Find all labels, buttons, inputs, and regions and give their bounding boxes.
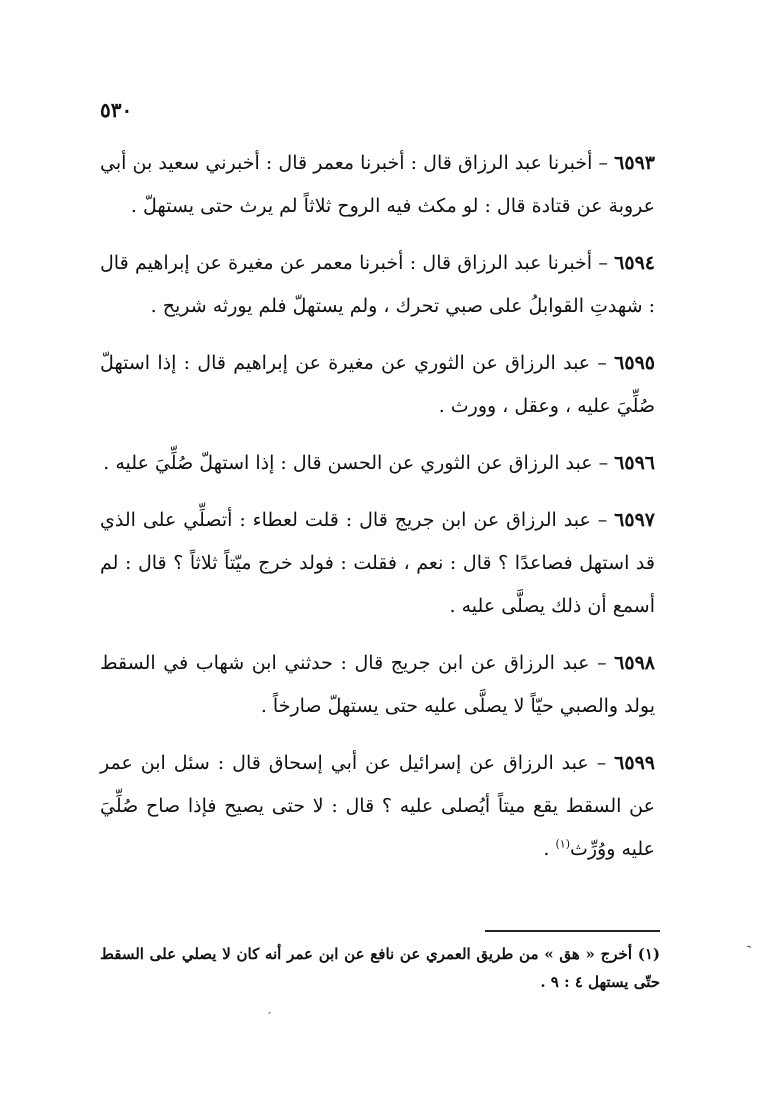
entry-text: – أخبرنا عبد الرزاق قال : أخبرنا معمر عن مغيرة عن إبراهيم قال : شهدتِ القوابلُ على صبي تحرك ، ولم يستهلّ فلم يورثه شريح .: [100, 252, 655, 317]
hadith-entry-6598: [100, 642, 655, 728]
entry-number: ٦٥٩٦: [614, 452, 655, 474]
scan-mark: ˏ: [266, 1000, 272, 1014]
entry-text: – عبد الرزاق عن ابن جريج قال : قلت لعطاء : أتصلِّي على الذي قد استهل فصاعدًا ؟ قال : نعم ، فقلت : فولد خرج ميّتاً ثلاثاً ؟ قال : لم أسمع أن ذلك يصلَّى عليه .: [100, 509, 655, 617]
entry-text: – عبد الرزاق عن ابن جريج قال : حدثني ابن شهاب في السقط يولد والصبي حيّاً لا يصلَّى عليه حتى يستهلّ صارخاً .: [100, 652, 655, 717]
entry-text: – عبد الرزاق عن الثوري عن الحسن قال : إذا استهلّ صُلِّيَ عليه .: [103, 452, 609, 474]
footnote-reference: (١): [555, 837, 570, 851]
entry-number: ٦٥٩٣: [614, 152, 655, 174]
scan-mark: ˎ: [737, 929, 755, 950]
hadith-entry-6595: [100, 342, 655, 428]
entry-number: ٦٥٩٤: [614, 252, 655, 274]
entry-number: ٦٥٩٥: [614, 352, 655, 374]
footnote-text: (١) أخرج « هق » من طريق العمري عن نافع عن ابن عمر أنه كان لا يصلي على السقط حتّى يستهل ٤ : ٩ .: [100, 945, 660, 991]
entry-number: ٦٥٩٧: [614, 509, 655, 531]
footnote: [100, 940, 660, 996]
page-number: ٥٣٠: [100, 98, 133, 122]
hadith-entry-6596: [100, 442, 655, 485]
entry-text: – أخبرنا عبد الرزاق قال : أخبرنا معمر قال : أخبرني سعيد بن أبي عروبة عن قتادة قال : لو مكث فيه الروح ثلاثاً لم يرث حتى يستهلّ .: [100, 152, 655, 217]
entry-text: – عبد الرزاق عن إسرائيل عن أبي إسحاق قال : سئل ابن عمر عن السقط يقع ميتاً أيُصلى عليه ؟ قال : لا حتى يصيح فإذا صاح صُلِّيَ عليه ووُرِّث: [100, 752, 655, 860]
hadith-entry-6599: [100, 742, 655, 871]
hadith-entry-6597: [100, 499, 655, 628]
hadith-entries: [100, 142, 655, 885]
hadith-entry-6593: [100, 142, 655, 228]
entry-number: ٦٥٩٨: [614, 652, 655, 674]
entry-text: – عبد الرزاق عن الثوري عن مغيرة عن إبراهيم قال : إذا استهلّ صُلِّيَ عليه ، وعقل ، وورث .: [100, 352, 655, 417]
footnote-divider: [485, 930, 660, 932]
entry-number: ٦٥٩٩: [614, 752, 655, 774]
hadith-entry-6594: [100, 242, 655, 328]
entry-end: .: [543, 838, 556, 860]
